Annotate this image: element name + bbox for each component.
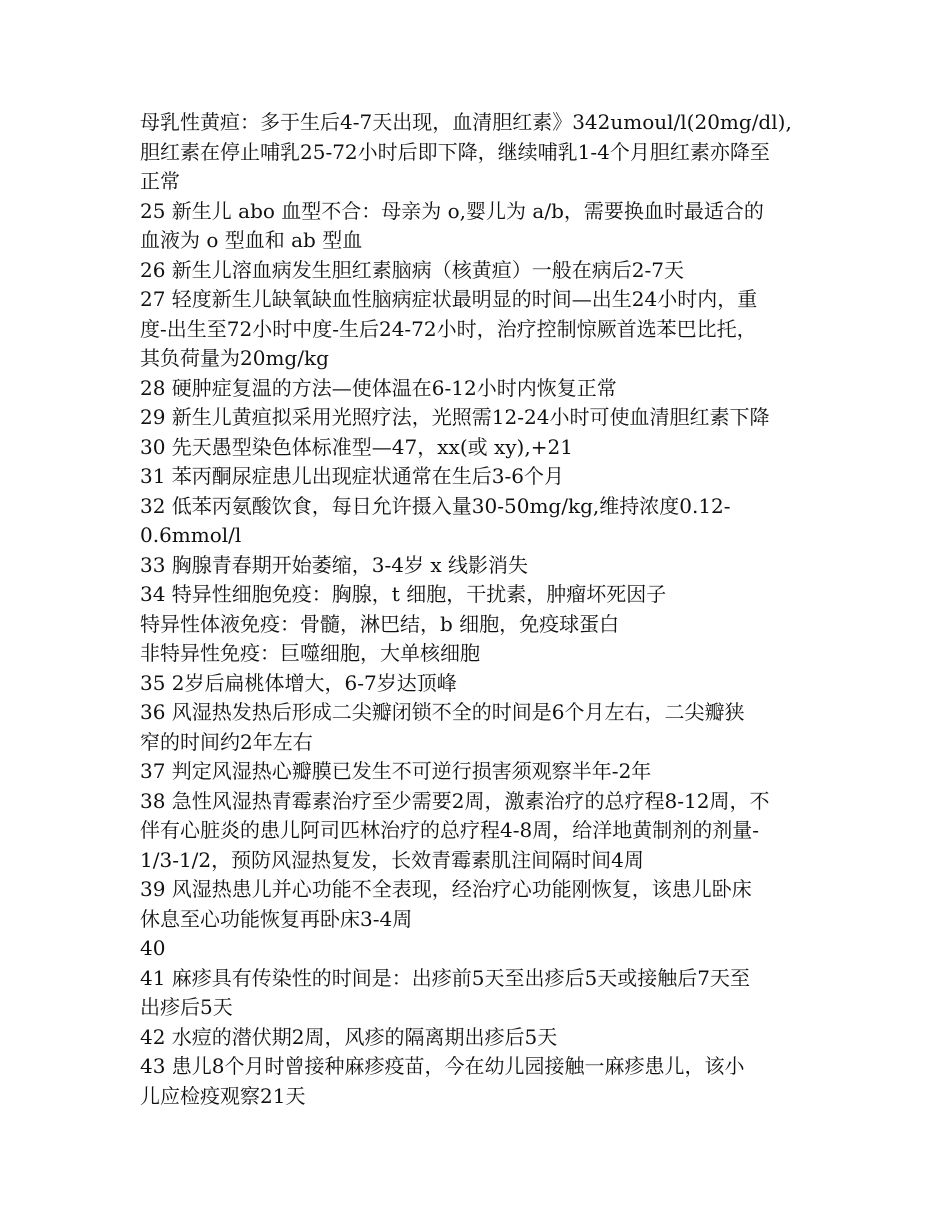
- text-line: 37 判定风湿热心瓣膜已发生不可逆行损害须观察半年-2年: [140, 759, 652, 783]
- text-line: 28 硬肿症复温的方法—使体温在6-12小时内恢复正常: [140, 375, 617, 400]
- text-line: 41 麻疹具有传染性的时间是：出疹前5天至出疹后5天或接触后7天至: [140, 965, 750, 990]
- text-line: 42 水痘的潜伏期2周，风疹的隔离期出疹后5天: [140, 1024, 558, 1049]
- text-line: 出疹后5天: [140, 995, 233, 1019]
- text-line: 27 轻度新生儿缺氧缺血性脑病症状最明显的时间—出生24小时内，重: [140, 287, 758, 311]
- text-line: 胆红素在停止哺乳25-72小时后即下降，继续哺乳1-4个月胆红素亦降至: [140, 139, 770, 164]
- text-line: 0.6mmol/l: [140, 523, 242, 547]
- text-line: 29 新生儿黄疸拟采用光照疗法，光照需12-24小时可使血清胆红素下降: [140, 405, 770, 429]
- text-line: 33 胸腺青春期开始萎缩，3-4岁 x 线影消失: [140, 552, 529, 577]
- text-line: 34 特异性细胞免疫：胸腺，t 细胞，干扰素，肿瘤坏死因子: [140, 582, 667, 606]
- text-line: 非特异性免疫：巨噬细胞，大单核细胞: [140, 641, 480, 665]
- text-line: 特异性体液免疫：骨髓，淋巴结，b 细胞，免疫球蛋白: [140, 611, 620, 636]
- text-line: 35 2岁后扁桃体增大，6-7岁达顶峰: [140, 670, 457, 695]
- text-line: 30 先天愚型染色体标准型—47，xx(或 xy),+21: [140, 434, 573, 459]
- text-line: 43 患儿8个月时曾接种麻疹疫苗，今在幼儿园接触一麻疹患儿，该小: [140, 1054, 745, 1078]
- text-line: 31 苯丙酮尿症患儿出现症状通常在生后3-6个月: [140, 464, 565, 488]
- text-line: 26 新生儿溶血病发生胆红素脑病（核黄疸）一般在病后2-7天: [140, 257, 685, 282]
- text-line: 休息至心功能恢复再卧床3-4周: [140, 906, 413, 931]
- text-line: 25 新生儿 abo 血型不合：母亲为 o,婴儿为 a/b，需要换血时最适合的: [140, 198, 764, 223]
- document-page: [140, 108, 830, 1111]
- text-line: 40: [140, 936, 166, 960]
- text-line: 血液为 o 型血和 ab 型血: [140, 228, 363, 252]
- text-line: 1/3-1/2，预防风湿热复发，长效青霉素肌注间隔时间4周: [140, 847, 644, 872]
- text-line: 其负荷量为20mg/kg: [140, 346, 329, 370]
- text-line: 窄的时间约2年左右: [140, 729, 313, 754]
- text-line: 儿应检疫观察21天: [140, 1083, 306, 1108]
- text-line: 母乳性黄疸：多于生后4-7天出现，血清胆红素》342umoul/l(20mg/dl),: [140, 110, 792, 134]
- text-line: 38 急性风湿热青霉素治疗至少需要2周，激素治疗的总疗程8-12周，不: [140, 788, 770, 813]
- text-line: 36 风湿热发热后形成二尖瓣闭锁不全的时间是6个月左右，二尖瓣狭: [140, 700, 745, 724]
- text-line: 正常: [140, 169, 180, 193]
- text-line: 32 低苯丙氨酸饮食，每日允许摄入量30-50mg/kg,维持浓度0.12-: [140, 493, 731, 518]
- text-line: 伴有心脏炎的患儿阿司匹林治疗的总疗程4-8周，给洋地黄制剂的剂量-: [140, 818, 759, 842]
- text-line: 39 风湿热患儿并心功能不全表现，经治疗心功能刚恢复，该患儿卧床: [140, 877, 752, 901]
- text-line: 度-出生至72小时中度-生后24-72小时，治疗控制惊厥首选苯巴比托，: [140, 316, 757, 341]
